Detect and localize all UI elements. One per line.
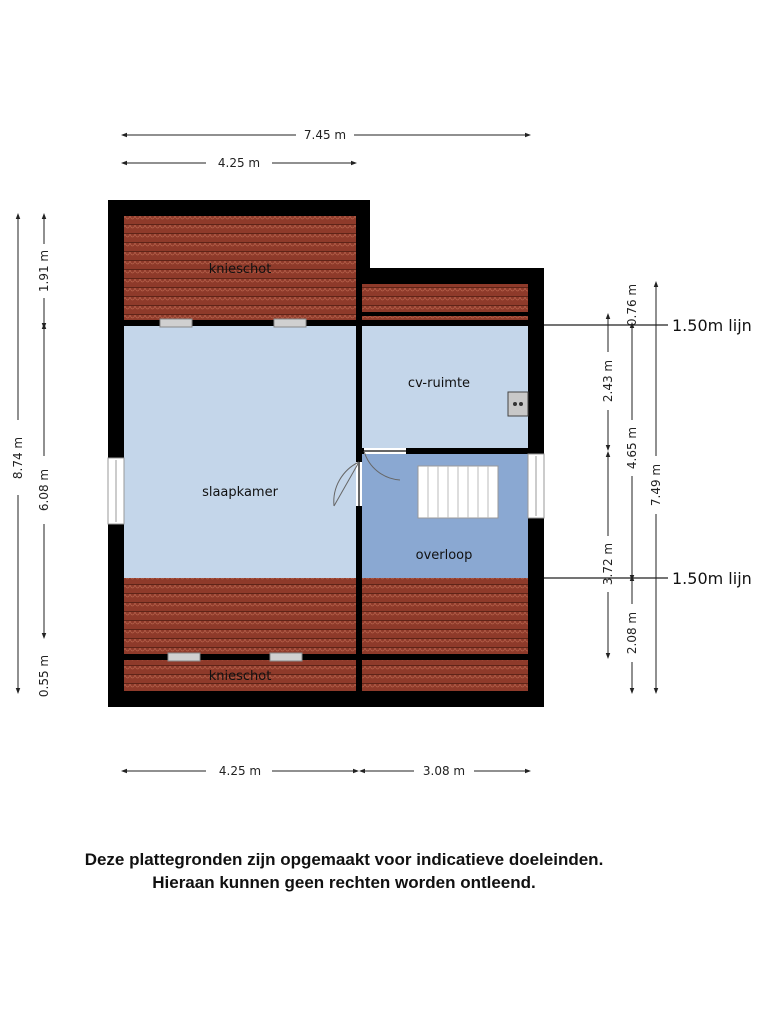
label-slaapkamer: slaapkamer — [202, 485, 278, 500]
dim-right-e — [625, 325, 639, 578]
dim-left-total — [11, 216, 25, 691]
skylight — [168, 653, 200, 661]
dim-right-b — [601, 316, 615, 448]
disclaimer-line-2: Hieraan kunnen geen rechten worden ontleend. — [152, 873, 536, 892]
dim-right-total — [649, 284, 663, 691]
room-slaapkamer — [124, 326, 356, 578]
disclaimer — [0, 848, 688, 894]
label-knieschot-bottom: knieschot — [208, 669, 272, 684]
roof-right-top — [362, 284, 528, 312]
svg-text:2.08 m: 2.08 m — [625, 611, 639, 655]
dim-left-bottom: 0.55 m — [37, 654, 51, 698]
dim-right-a: 0.76 m — [625, 283, 639, 327]
roof-bottom-right — [362, 578, 528, 654]
svg-text:7.45 m: 7.45 m — [303, 128, 347, 142]
svg-text:1.91 m: 1.91 m — [37, 249, 51, 293]
dim-bottom-right — [362, 764, 528, 778]
label-knieschot-top: knieschot — [208, 262, 272, 277]
svg-text:7.49 m: 7.49 m — [649, 463, 663, 507]
dim-top-total — [124, 128, 528, 142]
svg-text:3.72 m: 3.72 m — [601, 542, 615, 586]
dim-left-mid — [37, 326, 51, 636]
wall-right-top-strip — [362, 312, 528, 316]
boiler — [508, 392, 528, 416]
stairs — [418, 466, 498, 518]
svg-text:4.25 m: 4.25 m — [217, 156, 261, 170]
svg-text:8.74 m: 8.74 m — [11, 436, 25, 480]
svg-text:6.08 m: 6.08 m — [37, 468, 51, 512]
dim-right-c — [601, 454, 615, 656]
roof-bottom-left — [124, 578, 356, 654]
dim-bottom-left — [124, 764, 356, 778]
svg-text:4.25 m: 4.25 m — [218, 764, 262, 778]
dim-left-top — [37, 216, 51, 326]
skylight — [274, 319, 306, 327]
disclaimer-line-1: Deze plattegronden zijn opgemaakt voor indicatieve doeleinden. — [84, 850, 604, 869]
dim-right-d — [625, 578, 639, 691]
label-overloop: overloop — [415, 548, 473, 563]
label-cv-ruimte: cv-ruimte — [407, 376, 471, 391]
svg-text:2.43 m: 2.43 m — [601, 359, 615, 403]
label-lijn-upper: 1.50m lijn — [672, 316, 752, 335]
svg-text:4.65 m: 4.65 m — [625, 426, 639, 470]
label-lijn-lower: 1.50m lijn — [672, 569, 752, 588]
dim-top-left — [124, 156, 354, 170]
svg-text:3.08 m: 3.08 m — [422, 764, 466, 778]
skylight — [160, 319, 192, 327]
skylight — [270, 653, 302, 661]
roof-knieschot-bottom-right — [362, 660, 528, 691]
